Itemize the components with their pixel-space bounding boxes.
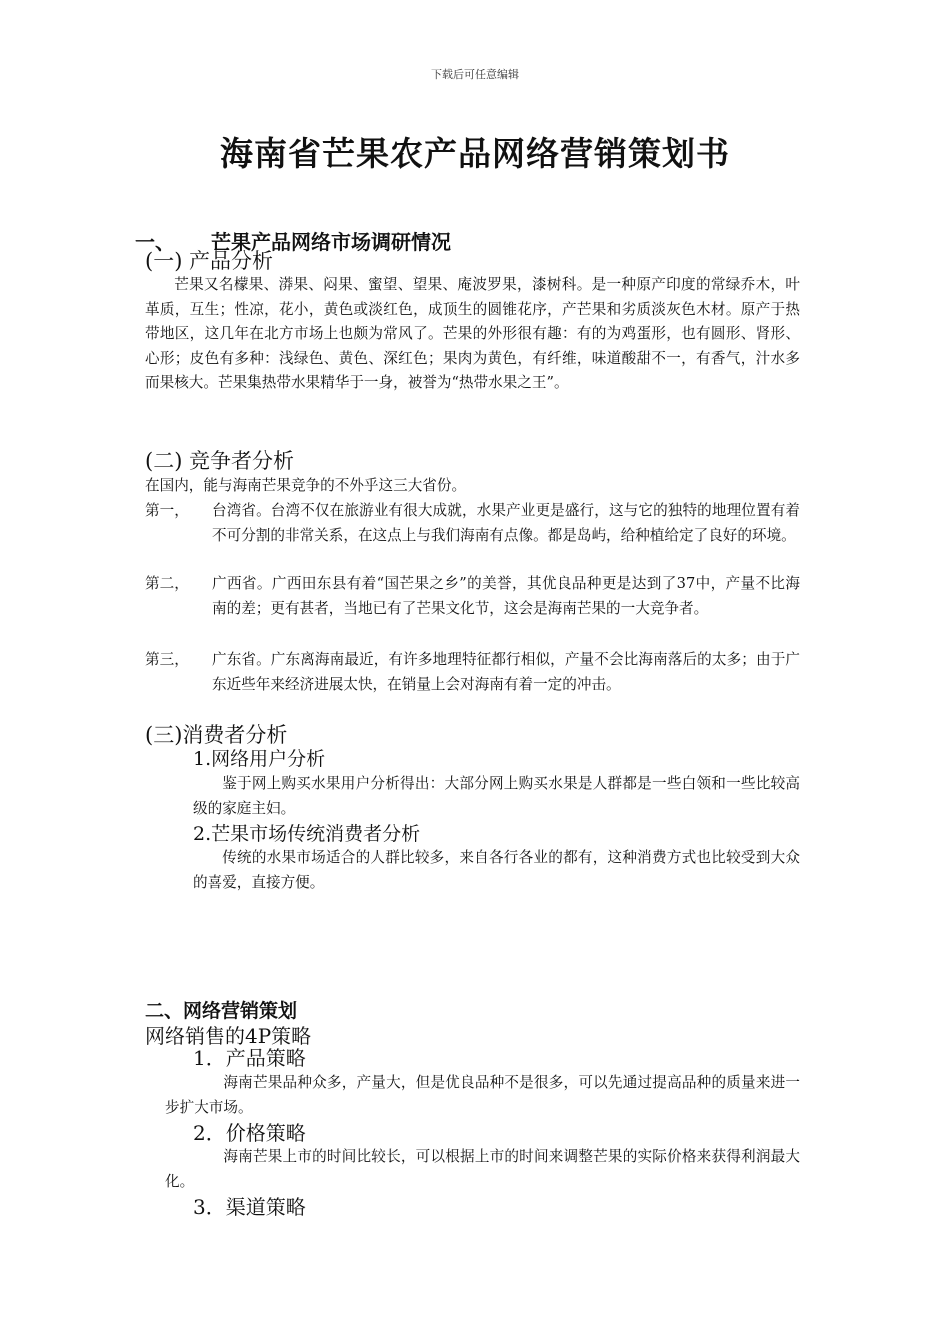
competitor-item-label: 第一， [145,502,189,519]
competitor-item-text: 广东省。广东离海南最近，有许多地理特征都行相似，产量不会比海南落后的太多；由于广东近些年来经济进展太快，在销量上会对海南有着一定的冲击。 [212,651,800,693]
online-user-analysis-heading: 1.网络用户分析 [193,748,326,770]
header-note: 下载后可任意编辑 [431,68,519,81]
competitor-item-text: 广西省。广西田东县有着“国芒果之乡”的美誉，其优良品种更是达到了37中，产量不比海南的差；更有甚者，当地已有了芒果文化节，这会是海南芒果的一大竞争者。 [212,575,800,617]
competitor-item [145,499,800,548]
competitor-item-label: 第三， [145,651,189,668]
consumer-analysis-heading: (三)消费者分析 [145,723,288,747]
traditional-consumer-body: 传统的水果市场适合的人群比较多，来自各行各业的都有，这种消费方式也比较受到大众的喜爱，直接方便。 [193,849,800,891]
strategy-title: 网络销售的4P策略 [145,1024,312,1048]
competitor-item [145,648,800,697]
section-2-heading: 二、网络营销策划 [145,1000,298,1022]
competitor-item-text: 台湾省。台湾不仅在旅游业有很大成就，水果产业更是盛行，这与它的独特的地理位置有着不可分割的非常关系，在这点上与我们海南有点像。都是岛屿，给种植给定了良好的环境。 [212,502,800,544]
document-title: 海南省芒果农产品网络营销策划书 [220,134,730,173]
product-analysis-heading: (一) 产品分析 [145,249,274,273]
channel-strategy-heading: 3．渠道策略 [193,1195,306,1219]
price-strategy-body: 海南芒果上市的时间比较长，可以根据上市的时间来调整芒果的实际价格来获得利润最大化。 [165,1148,800,1190]
competitor-analysis-heading: (二) 竞争者分析 [145,449,295,473]
section-1-number: 一、 [135,230,175,254]
price-strategy-heading: 2．价格策略 [193,1121,306,1145]
competitor-item [145,572,800,621]
section-1-title: 芒果产品网络市场调研情况 [211,230,451,254]
product-analysis-body: 芒果又名檬果、漭果、闷果、蜜望、望果、庵波罗果，漆树科。是一种原产印度的常绿乔木，叶革质，互生；性凉，花小，黄色或淡红色，成顶生的圆锥花序，产芒果和劣质淡灰色木材。原产于热带地区，这几年在北方市场上也颇为常风了。芒果的外形很有趣：有的为鸡蛋形，也有圆形、肾形、心形；皮色有多种：浅绿色、黄色、深红色；果肉为黄色，有纤维，味道酸甜不一，有香气，汁水多而果核大。芒果集热带水果精华于一身，被誉为“热带水果之王”。 [145,276,800,391]
traditional-consumer-heading: 2.芒果市场传统消费者分析 [193,823,421,845]
competitor-item-label: 第二， [145,575,189,592]
product-strategy-heading: 1．产品策略 [193,1046,306,1070]
competitor-intro: 在国内，能与海南芒果竞争的不外乎这三大省份。 [145,477,467,494]
product-strategy-body: 海南芒果品种众多，产量大，但是优良品种不是很多，可以先通过提高品种的质量来进一步扩大市场。 [165,1074,800,1116]
online-user-analysis-body: 鉴于网上购买水果用户分析得出：大部分网上购买水果是人群都是一些白领和一些比较高级的家庭主妇。 [193,775,800,817]
